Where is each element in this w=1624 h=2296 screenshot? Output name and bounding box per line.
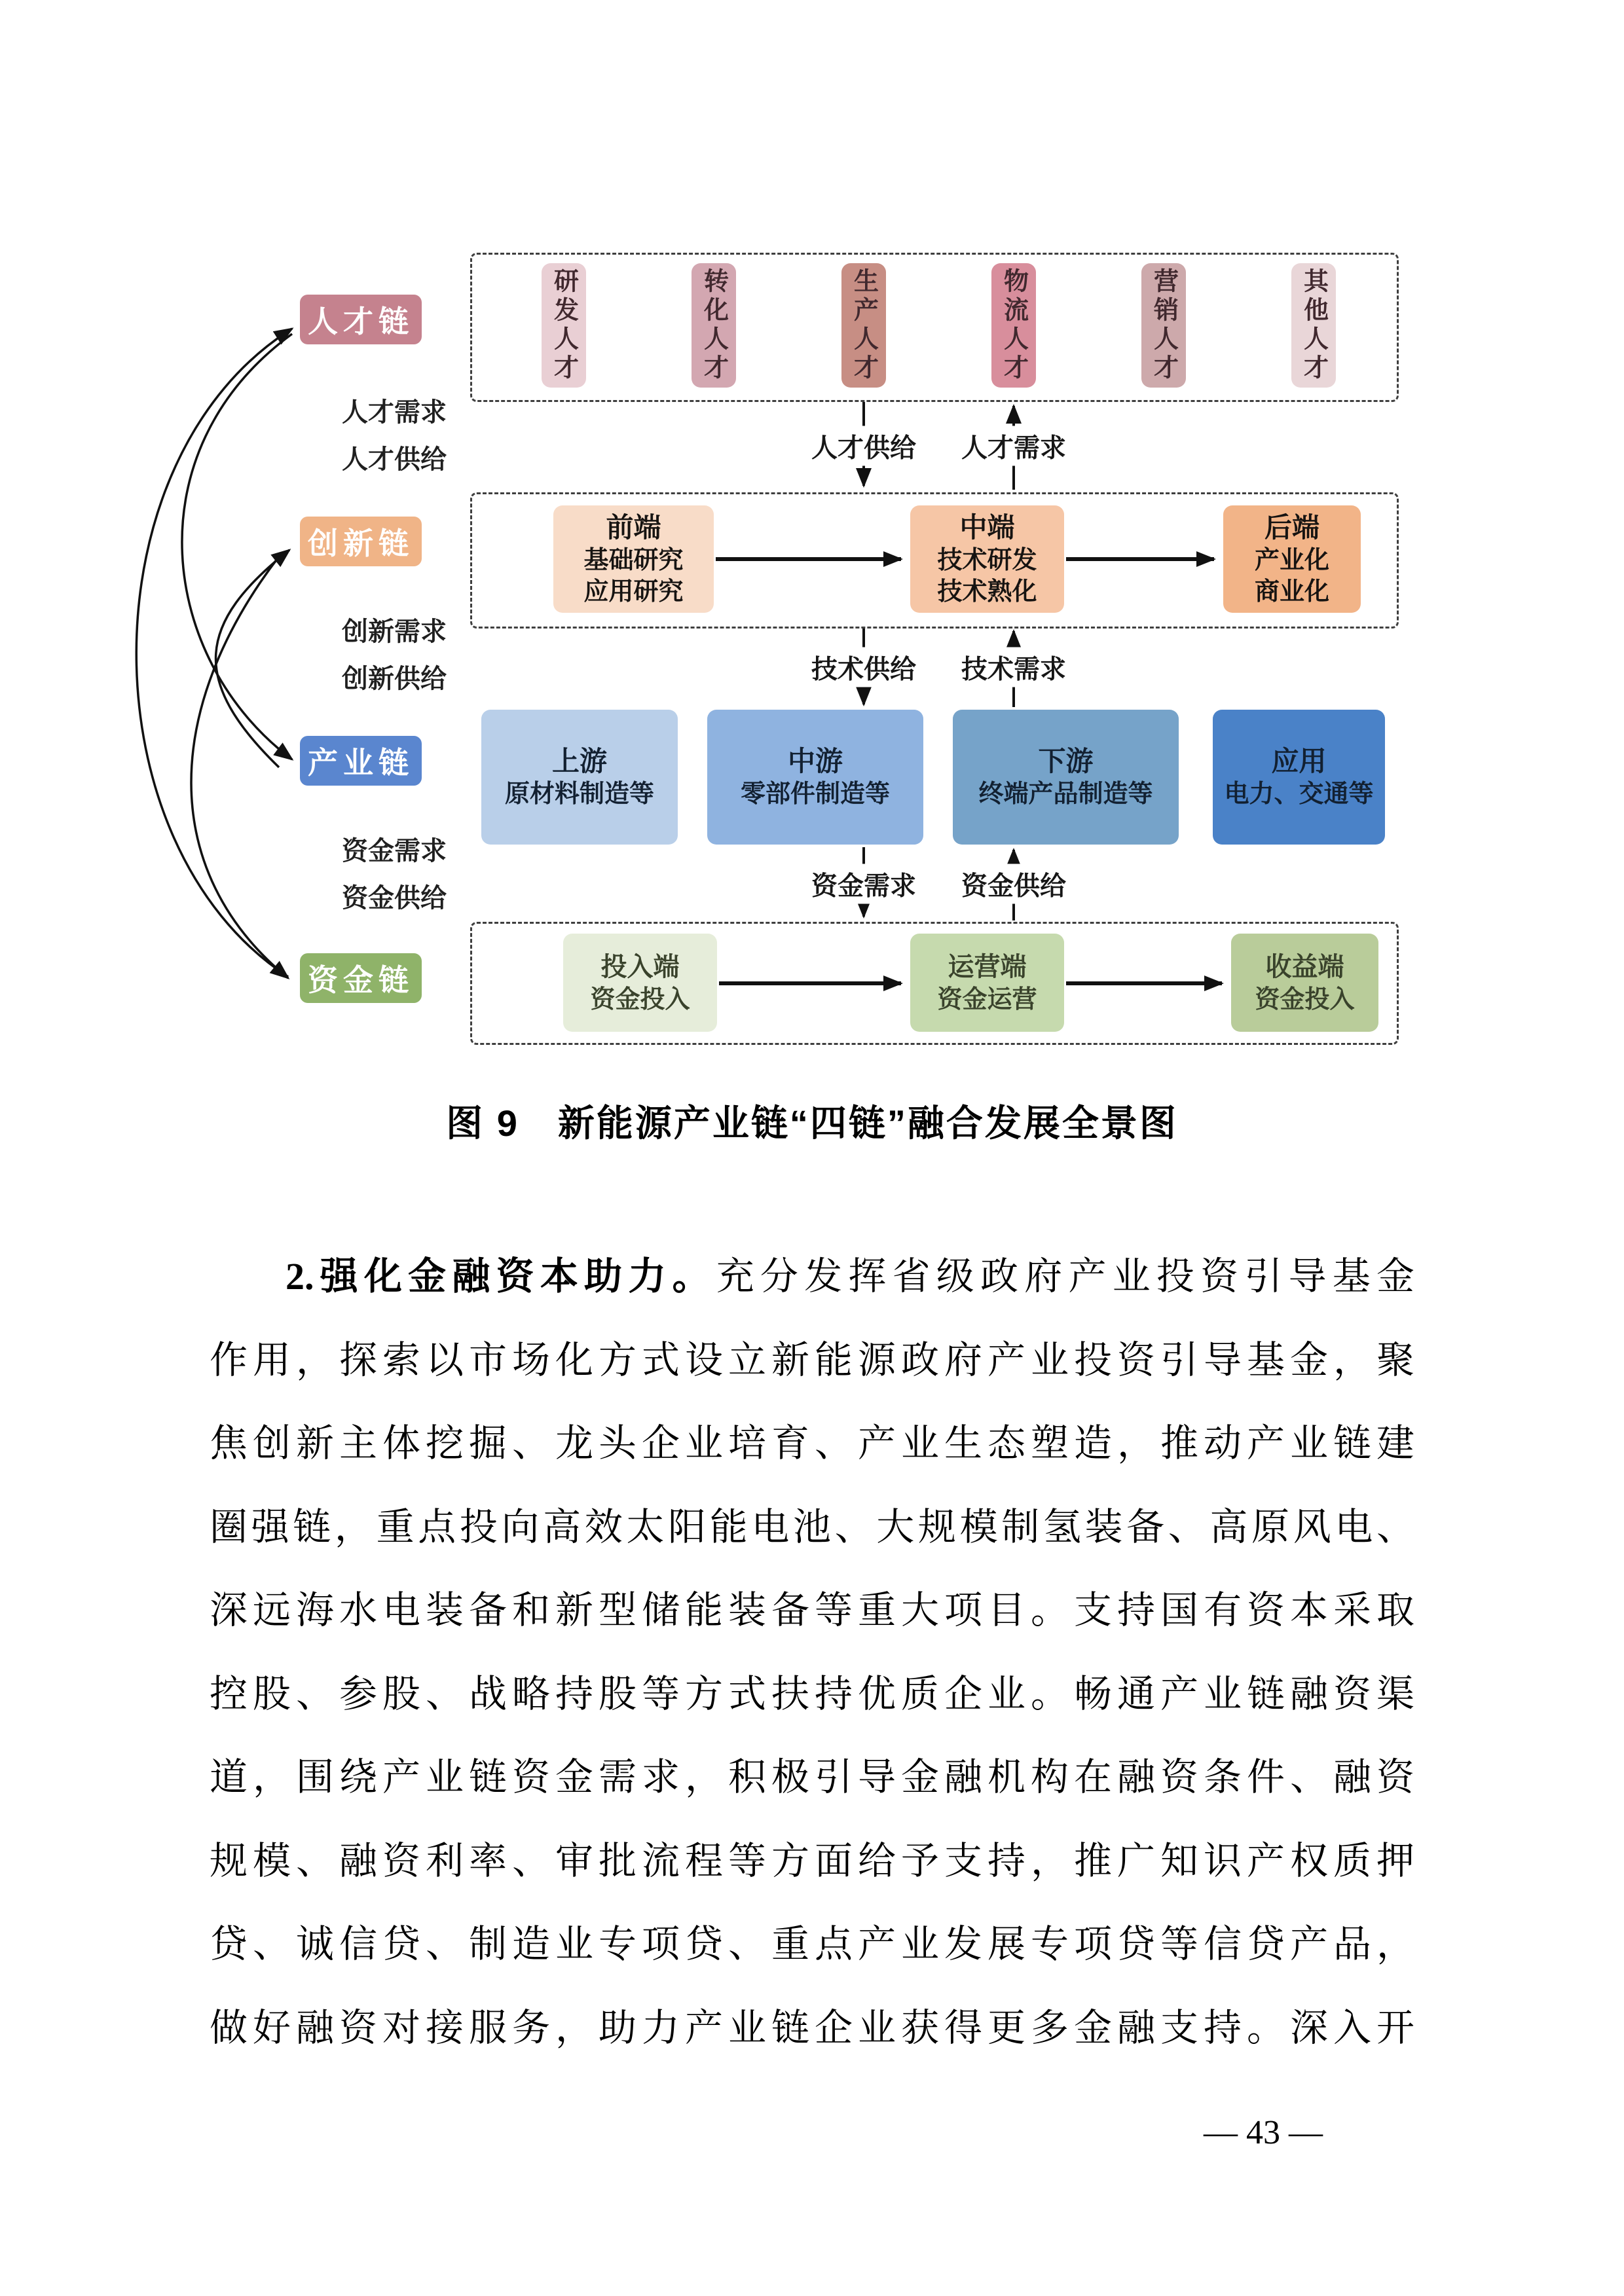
input-title: 投入端 [600, 953, 680, 981]
side-flow-innovation [296, 616, 492, 695]
benefit-title: 收益端 [1265, 953, 1344, 981]
back-line1: 产业化 [1254, 547, 1329, 574]
flow-label-talent-demand: 人才需求 [956, 426, 1071, 466]
talent-box-other: 其他人才 [1291, 263, 1336, 388]
mid-line2: 技术熟化 [937, 578, 1037, 606]
talent-box-logistics: 物流人才 [991, 263, 1036, 388]
innovation-box-mid [910, 505, 1064, 613]
industry-box-upstream [481, 710, 678, 845]
innovation-supply-text: 创新供给 [342, 665, 447, 693]
front-line1: 基础研究 [583, 547, 684, 574]
label-innovation-chain-text: 创新链 [308, 526, 414, 560]
flow-label-tech-demand: 技术需求 [956, 647, 1071, 687]
body-line-2: 作用，探索以市场化方式设立新能源政府产业投资引导基金，聚 [210, 1339, 1414, 1381]
talent-box-rd: 研发人才 [542, 263, 586, 388]
body-line-8: 规模、融资利率、审批流程等方面给予支持，推广知识产权质押 [210, 1840, 1414, 1882]
application-title: 应用 [1271, 746, 1327, 776]
figure-caption: 图 9 新能源产业链“四链”融合发展全景图 [446, 1102, 1178, 1144]
body-line-1 [210, 1256, 1414, 1298]
curve-to-industry-chain-arrow [182, 334, 292, 759]
front-line2: 应用研究 [583, 578, 684, 606]
side-flow-talent [296, 397, 492, 475]
benefit-subtitle: 资金投入 [1255, 986, 1355, 1013]
body-line-5: 深远海水电装备和新型储能装备等重大项目。支持国有资本采取 [210, 1589, 1414, 1631]
industry-box-downstream [953, 710, 1179, 845]
back-line2: 商业化 [1254, 578, 1329, 606]
talent-supply-text: 人才供给 [342, 445, 447, 474]
downstream-subtitle: 终端产品制造等 [978, 780, 1153, 808]
industry-box-application [1213, 710, 1385, 845]
capital-box-input [563, 934, 717, 1032]
mid-line1: 技术研发 [937, 547, 1037, 574]
flow-label-tech-supply: 技术供给 [806, 647, 921, 687]
body-line-10: 做好融资对接服务，助力产业链企业获得更多金融支持。深入开 [210, 2007, 1414, 2049]
label-industry-chain [300, 736, 422, 786]
upstream-subtitle: 原材料制造等 [504, 780, 654, 808]
talent-box-marketing: 营销人才 [1141, 263, 1186, 388]
front-title: 前端 [606, 512, 661, 543]
talent-row-container [470, 253, 1399, 402]
talent-box-transform: 转化人才 [692, 263, 736, 388]
curve-to-talent-chain-arrow [136, 329, 292, 977]
body-line-9: 贷、诚信贷、制造业专项贷、重点产业发展专项贷等信贷产品， [210, 1923, 1414, 1965]
midstream-title: 中游 [787, 746, 843, 776]
capital-box-operate [910, 934, 1064, 1032]
back-title: 后端 [1264, 512, 1320, 543]
industry-box-midstream [707, 710, 923, 845]
curve-to-innovation-chain-arrow [216, 550, 289, 767]
label-capital-chain [300, 953, 422, 1003]
label-innovation-chain [300, 517, 422, 566]
label-talent-chain [300, 295, 422, 344]
upstream-title: 上游 [551, 746, 607, 776]
side-flow-capital [296, 835, 492, 914]
input-subtitle: 资金投入 [590, 986, 690, 1013]
label-capital-chain-text: 资金链 [308, 963, 414, 997]
body-line-7: 道，围绕产业链资金需求，积极引导金融机构在融资条件、融资 [210, 1756, 1414, 1798]
talent-demand-text: 人才需求 [342, 398, 447, 427]
label-talent-chain-text: 人才链 [308, 304, 414, 338]
flow-label-talent-supply: 人才供给 [806, 426, 921, 466]
capital-supply-text: 资金供给 [342, 884, 447, 913]
label-industry-chain-text: 产业链 [308, 746, 414, 780]
operate-title: 运营端 [948, 953, 1027, 981]
midstream-subtitle: 零部件制造等 [740, 780, 890, 808]
mid-title: 中端 [959, 512, 1015, 543]
innovation-box-back [1223, 505, 1361, 613]
application-subtitle: 电力、交通等 [1224, 780, 1374, 808]
capital-demand-text: 资金需求 [342, 837, 447, 866]
body-line-3: 焦创新主体挖掘、龙头企业培育、产业生态塑造，推动产业链建 [210, 1422, 1414, 1465]
body-line-1-rest: 充分发挥省级政府产业投资引导基金 [716, 1255, 1414, 1298]
innovation-demand-text: 创新需求 [342, 617, 447, 646]
operate-subtitle: 资金运营 [937, 986, 1037, 1013]
body-line-4: 圈强链，重点投向高效太阳能电池、大规模制氢装备、高原风电、 [210, 1506, 1414, 1548]
innovation-box-front [553, 505, 714, 613]
talent-box-production: 生产人才 [841, 263, 886, 388]
downstream-title: 下游 [1038, 746, 1094, 776]
body-lead-bold: 2.强化金融资本助力。 [286, 1255, 716, 1298]
page-number: — 43 — [1204, 2114, 1323, 2151]
flow-label-capital-supply: 资金供给 [956, 864, 1071, 904]
capital-box-benefit [1231, 934, 1378, 1032]
curve-to-capital-chain-arrow [191, 556, 288, 978]
body-line-6: 控股、参股、战略持股等方式扶持优质企业。畅通产业链融资渠 [210, 1673, 1414, 1715]
flow-label-capital-demand: 资金需求 [806, 864, 921, 904]
